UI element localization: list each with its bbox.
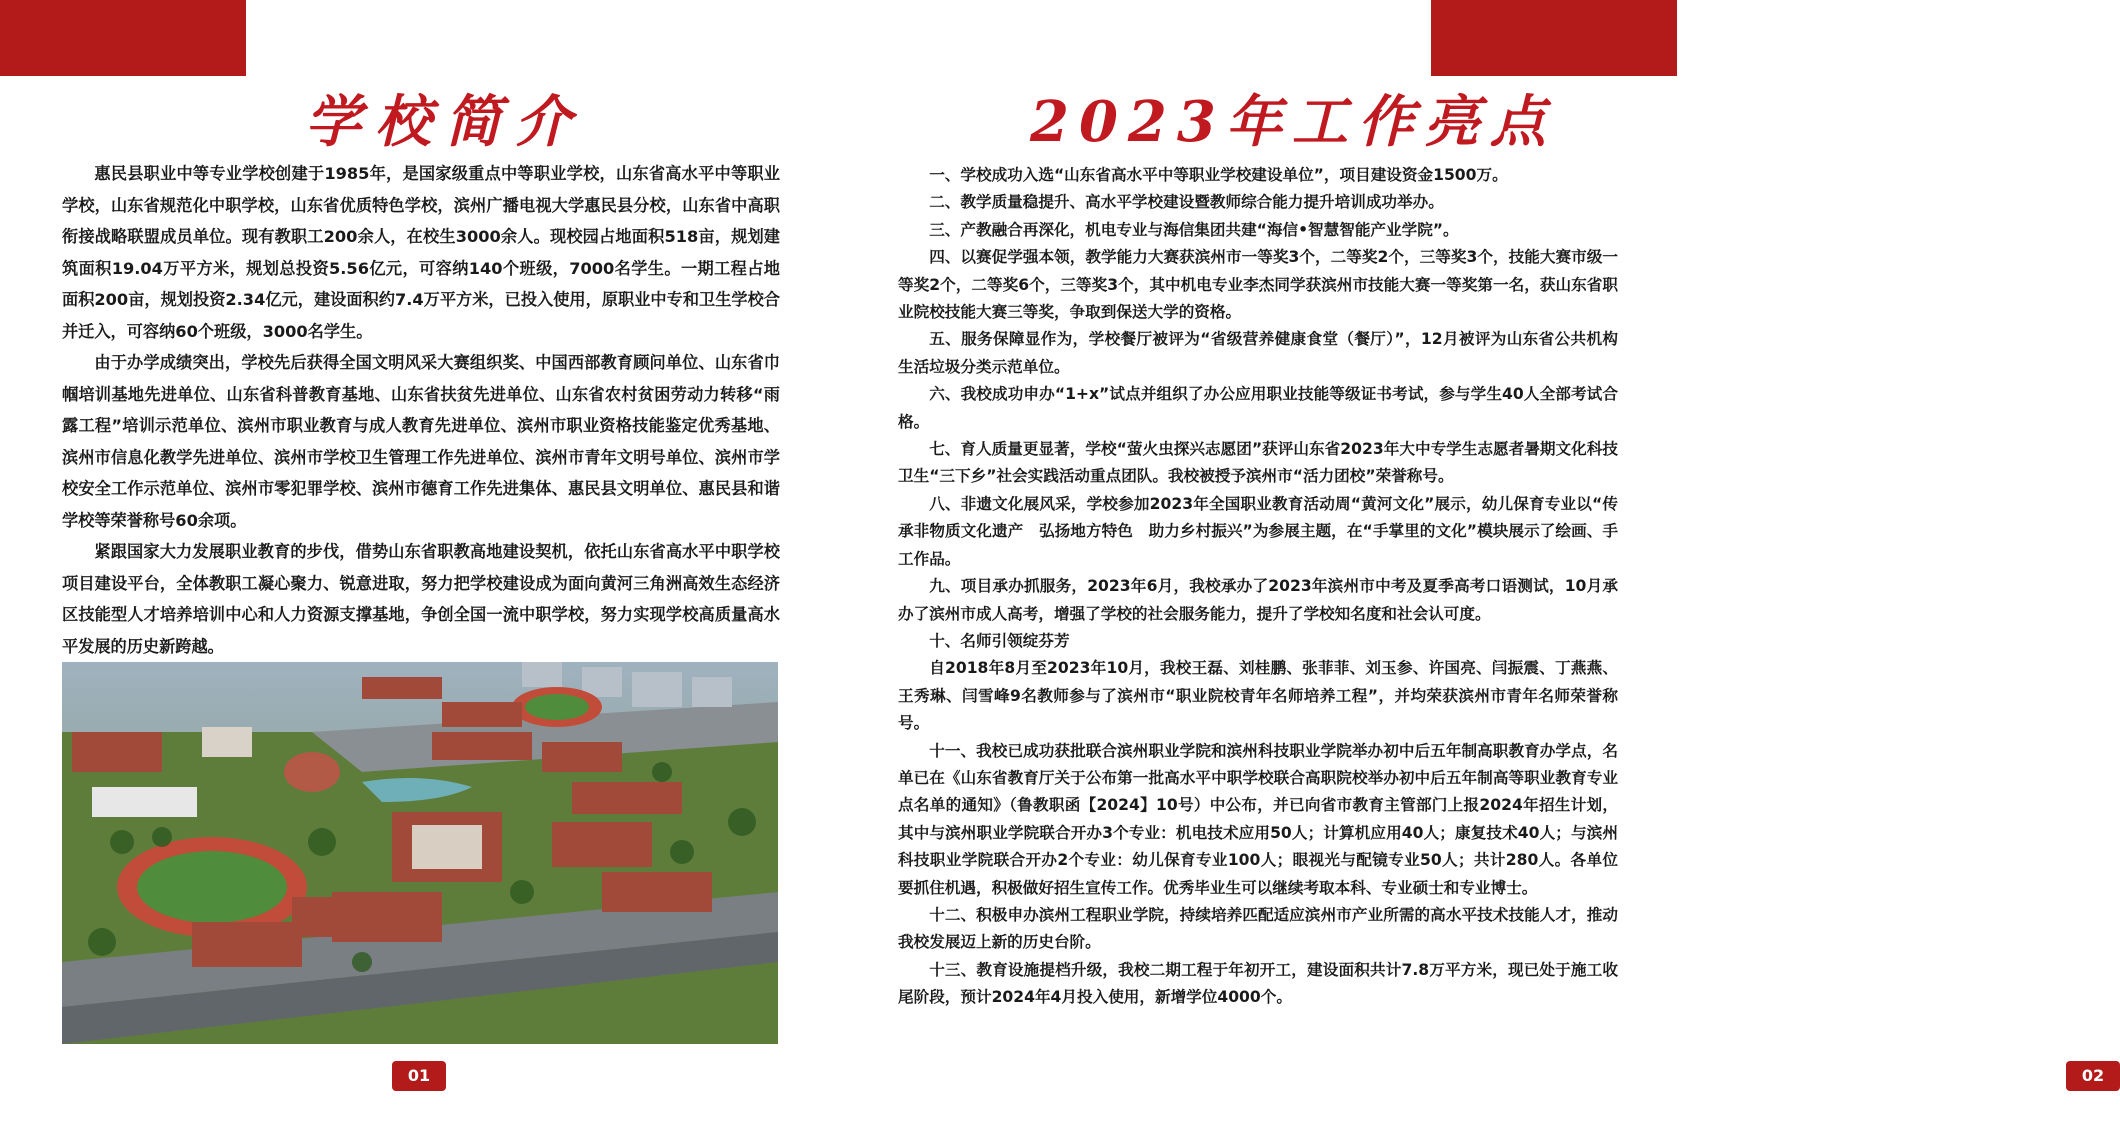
highlight-item: 七、育人质量更显著，学校“萤火虫探兴志愿团”获评山东省2023年大中专学生志愿者暑期文化科技卫生“三下乡”社会实践活动重点团队。我校被授予滨州市“活力团校”荣誉称号。 <box>898 440 1618 486</box>
page-title-school-intro: 学校简介 <box>305 89 585 155</box>
highlight-item: 十二、积极申办滨州工程职业学院，持续培养匹配适应滨州市产业所需的高水平技术技能人才，推动我校发展迈上新的历史台阶。 <box>898 905 1618 952</box>
highlight-item: 一、学校成功入选“山东省高水平中等职业学校建设单位”，项目建设资金1500万。 <box>929 166 1508 184</box>
page-title-highlights: 2023年工作亮点 <box>1030 89 1556 155</box>
highlights-list <box>898 162 1618 1012</box>
highlight-item: 五、服务保障显作为，学校餐厅被评为“省级营养健康食堂（餐厅）”，12月被评为山东省公共机构生活垃圾分类示范单位。 <box>898 330 1618 376</box>
intro-paragraph: 由于办学成绩突出，学校先后获得全国文明风采大赛组织奖、中国西部教育顾问单位、山东省巾帼培训基地先进单位、山东省科普教育基地、山东省扶贫先进单位、山东省农村贫困劳动力转移“雨露工程”培训示范单位、滨州市职业教育与成人教育先进单位、滨州市职业资格技能鉴定优秀基地、滨州市信息化教学先进单位、滨州市学校卫生管理工作先进单位、滨州市青年文明号单位、滨州市学校安全工作示范单位、滨州市零犯罪学校、滨州市德育工作先进集体、惠民县文明单位、惠民县和谐学校等荣誉称号60余项。 <box>62 353 780 530</box>
highlight-item: 八、非遗文化展风采，学校参加2023年全国职业教育活动周“黄河文化”展示，幼儿保育专业以“传承非物质文化遗产 弘扬地方特色 助力乡村振兴”为参展主题，在“手掌里的文化”模块展示了绘画、手工作品。 <box>898 494 1618 568</box>
page-school-intro <box>0 0 838 1146</box>
highlight-item: 三、产教融合再深化，机电专业与海信集团共建“海信•智慧智能产业学院”。 <box>929 220 1459 239</box>
campus-illustration <box>62 662 778 1044</box>
campus-aerial-rendering <box>62 662 778 1044</box>
highlight-item: 十、名师引领绽芬芳 <box>929 631 1070 650</box>
highlight-item: 十三、教育设施提档升级，我校二期工程于年初开工，建设面积共计7.8万平方米，现已处于施工收尾阶段，预计2024年4月投入使用，新增学位4000个。 <box>898 960 1618 1007</box>
highlight-item: 四、以赛促学强本领，教学能力大赛获滨州市一等奖3个，二等奖2个，三等奖3个，技能大赛市级一等奖2个，二等奖6个，三等奖3个，其中机电专业李杰同学获滨州市技能大赛一等奖第一名，获山东省职业院校技能大赛三等奖，争取到保送大学的资格。 <box>898 248 1618 322</box>
intro-paragraph: 惠民县职业中等专业学校创建于1985年，是国家级重点中等职业学校，山东省高水平中等职业学校，山东省规范化中职学校，山东省优质特色学校，滨州广播电视大学惠民县分校，山东省中高职衔接战略联盟成员单位。现有教职工200余人，在校生3000余人。现校园占地面积518亩，规划建筑面积19.04万平方米，规划总投资5.56亿元，可容纳140个班级，7000名学生。一期工程占地面积200亩，规划投资2.34亿元，建设面积约7.4万平方米，已投入使用，原职业中专和卫生学校合并迁入，可容纳60个班级，3000名学生。 <box>62 164 780 341</box>
page-number-right: 02 <box>2066 1061 2120 1091</box>
highlight-item: 自2018年8月至2023年10月，我校王磊、刘桂鹏、张菲菲、刘玉参、许国亮、闫振震、丁燕燕、王秀琳、闫雪峰9名教师参与了滨州市“职业院校青年名师培养工程”，并均荣获滨州市青年名师荣誉称号。 <box>898 659 1618 733</box>
page-number-left: 01 <box>392 1061 446 1091</box>
page-highlights-2023 <box>838 0 2105 1146</box>
highlight-item: 十一、我校已成功获批联合滨州职业学院和滨州科技职业学院举办初中后五年制高职教育办学点，名单已在《山东省教育厅关于公布第一批高水平中职学校联合高职院校举办初中后五年制高等职业教育专业点名单的通知》（鲁教职函【2024】10号）中公布，并已向省市教育主管部门上报2024年招生计划，其中与滨州职业学院联合开办3个专业：机电技术应用50人；计算机应用40人；康复技术40人；与滨州科技职业学院联合开办2个专业：幼儿保育专业100人；眼视光与配镜专业50人；共计280人。各单位要抓住机遇，积极做好招生宣传工作。优秀毕业生可以继续考取本科、专业硕士和专业博士。 <box>898 741 1618 897</box>
highlight-item: 二、教学质量稳提升、高水平学校建设暨教师综合能力提升培训成功举办。 <box>929 193 1444 212</box>
intro-text <box>62 158 780 662</box>
highlight-item: 六、我校成功申办“1+x”试点并组织了办公应用职业技能等级证书考试，参与学生40人全部考试合格。 <box>898 385 1618 431</box>
highlight-item: 九、项目承办抓服务，2023年6月，我校承办了2023年滨州市中考及夏季高考口语测试，10月承办了滨州市成人高考，增强了学校的社会服务能力，提升了学校知名度和社会认可度。 <box>898 577 1618 623</box>
intro-paragraph: 紧跟国家大力发展职业教育的步伐，借势山东省职教高地建设契机，依托山东省高水平中职学校项目建设平台，全体教职工凝心聚力、锐意进取，努力把学校建设成为面向黄河三角洲高效生态经济区技能型人才培养培训中心和人力资源支撑基地，争创全国一流中职学校，努力实现学校高质量高水平发展的历史新跨越。 <box>62 542 780 656</box>
